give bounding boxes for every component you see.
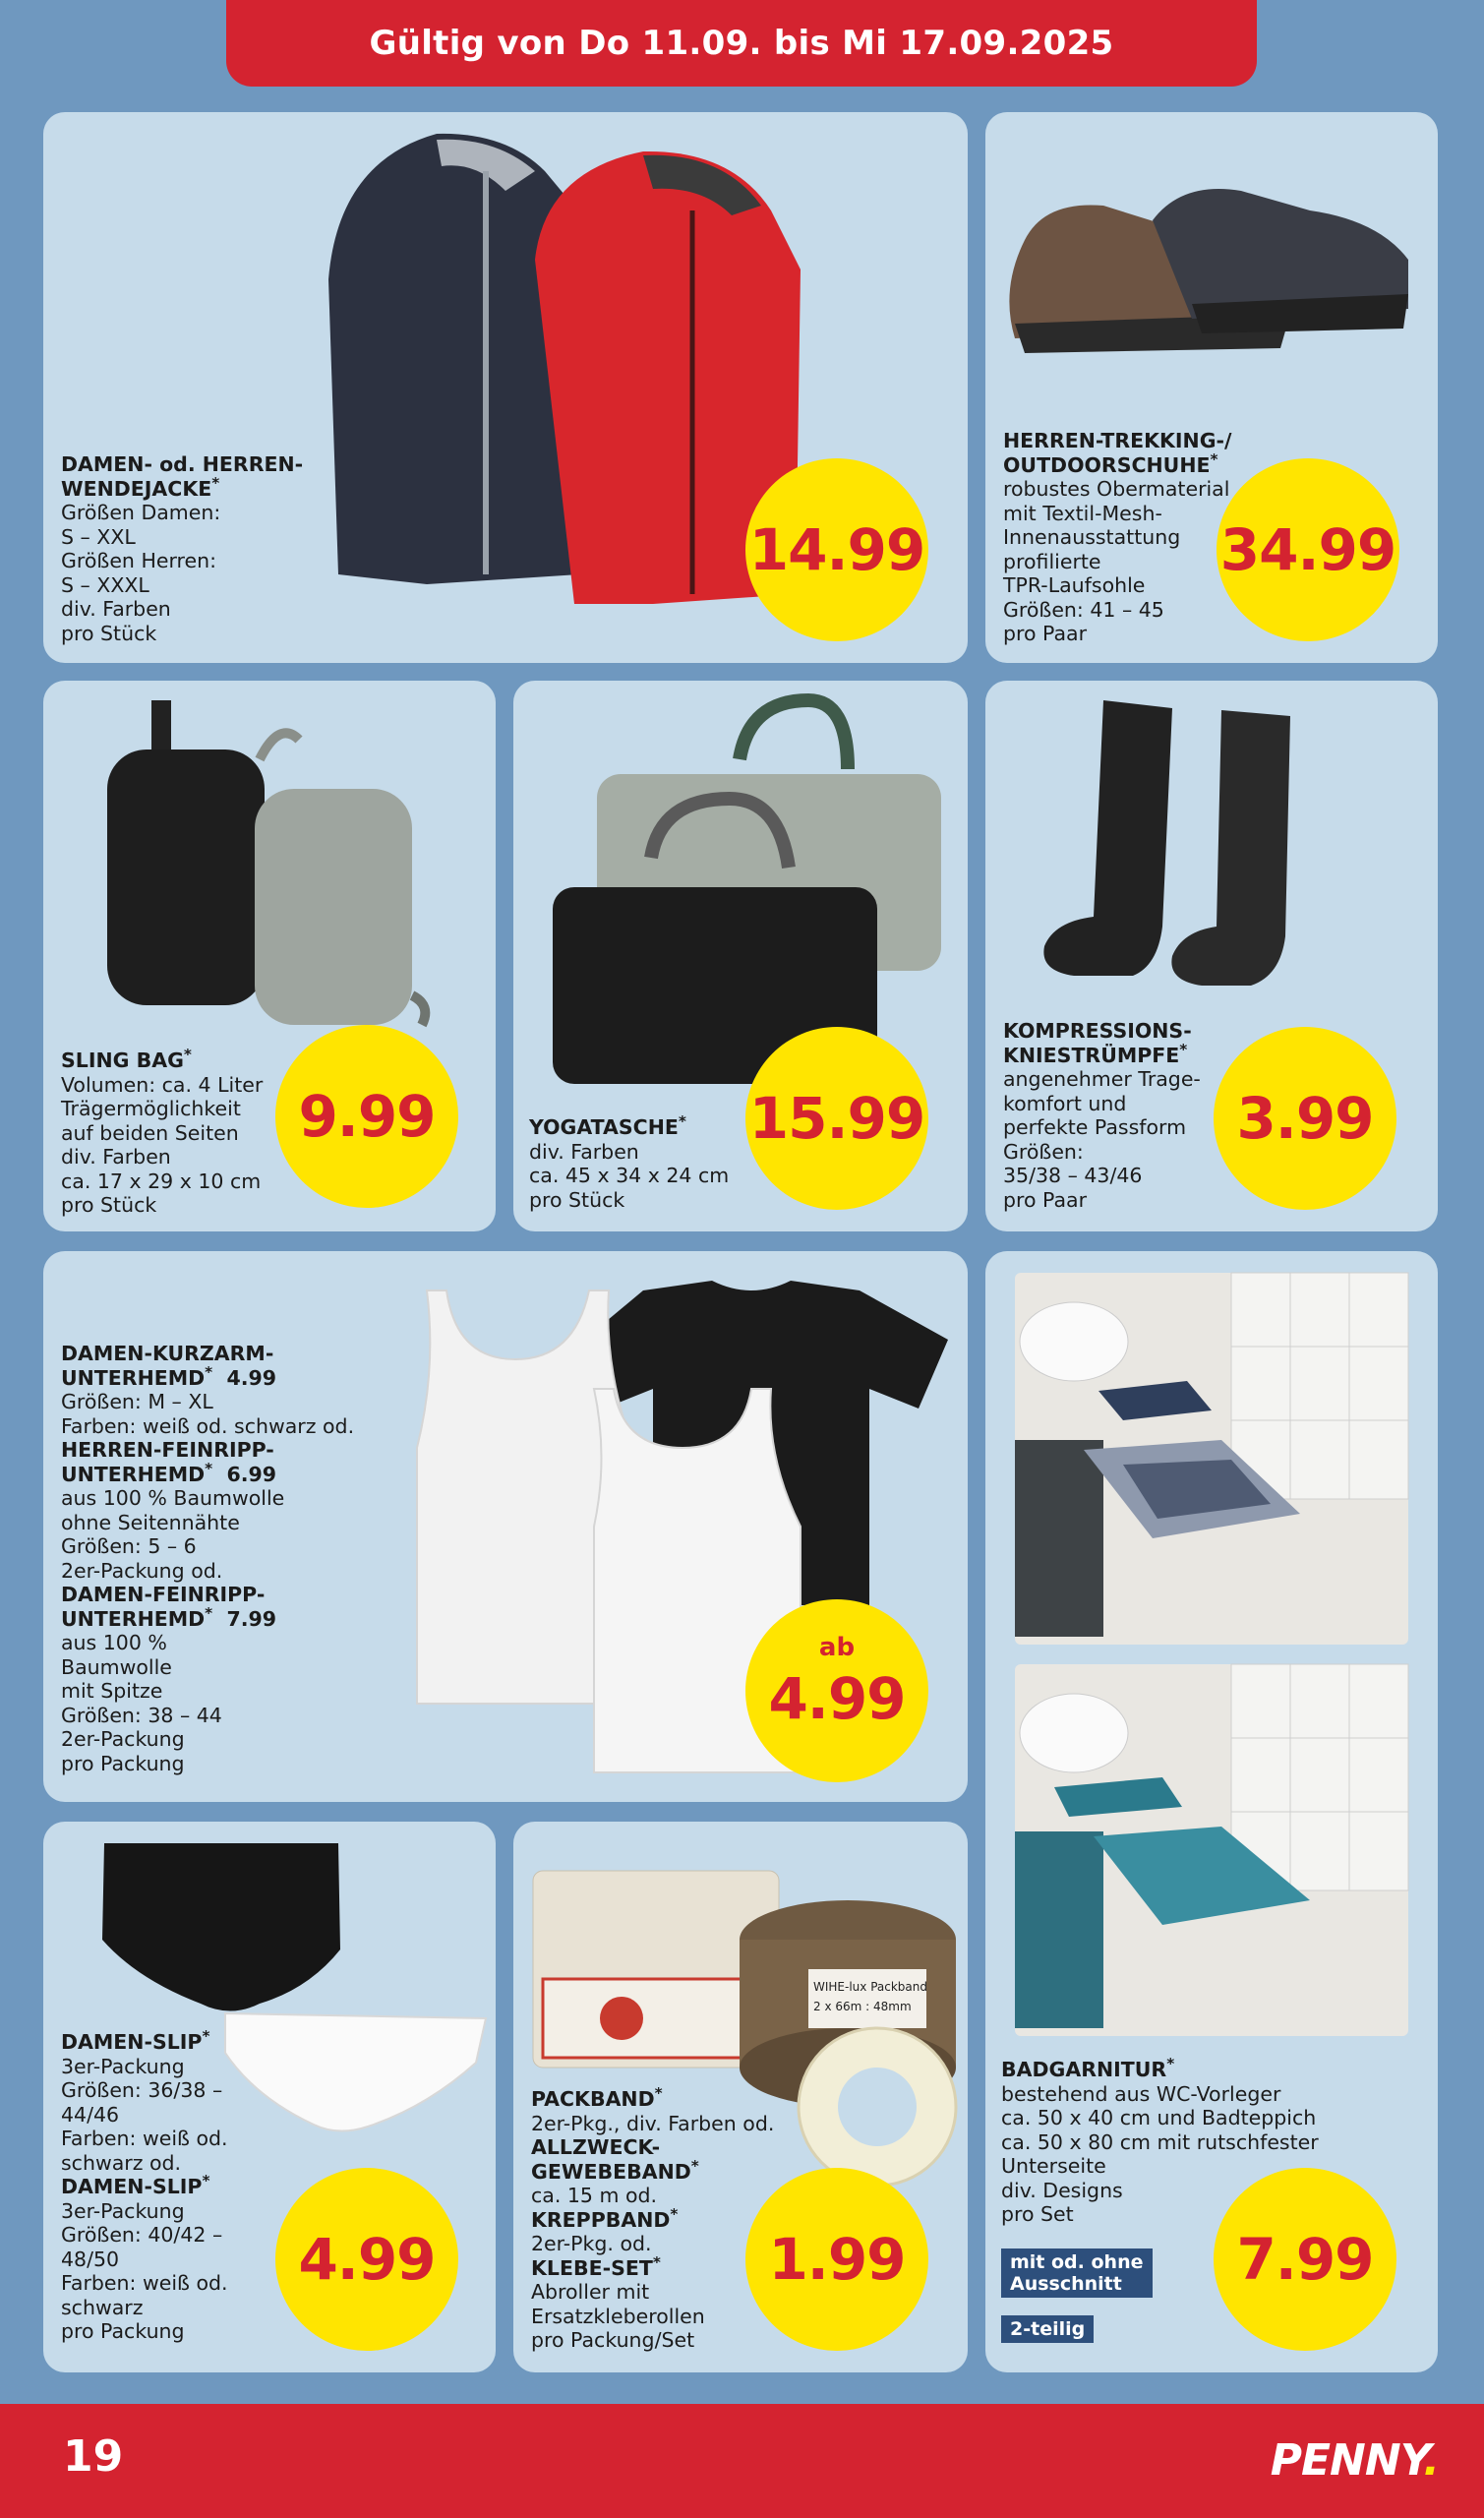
slip-a-detail: Farben: weiß od. <box>61 2127 228 2150</box>
sling-bag-title: SLING BAG* <box>61 1046 192 1072</box>
undershirt-a-detail: Farben: weiß od. schwarz od. <box>61 1413 355 1438</box>
jacket-description <box>61 452 356 645</box>
shoes-price <box>1217 458 1399 641</box>
undershirt-c-detail: aus 100 % <box>61 1631 167 1654</box>
yoga-bag-price <box>745 1027 928 1210</box>
slip-b-detail: 3er-Packung <box>61 2198 185 2223</box>
bathset-detail: bestehend aus WC-Vorleger <box>1001 2081 1281 2106</box>
tape-a-detail: 2er-Pkg., div. Farben od. <box>531 2111 775 2135</box>
bathset-image-without-cutout <box>1015 1664 1408 2036</box>
undershirt-c-price: 7.99 <box>226 1606 277 1631</box>
undershirt-a-title-line-1: DAMEN-KURZARM- <box>61 1342 274 1365</box>
slip-a-title: DAMEN-SLIP* <box>61 2027 210 2054</box>
shoes-detail: TPR-Laufsohle <box>1003 573 1146 597</box>
jacket-title-line-1: DAMEN- od. HERREN- <box>61 452 304 476</box>
sling-bag-detail: Trägermöglichkeit <box>61 1097 241 1120</box>
shoes-detail: profilierte <box>1003 549 1101 573</box>
undershirt-c-detail: pro Packung <box>61 1751 185 1775</box>
bathset-detail: ca. 50 x 80 cm mit rutschfester <box>1001 2129 1319 2154</box>
jacket-title-line-2: WENDEJACKE* <box>61 473 220 501</box>
slip-b-detail: schwarz <box>61 2295 144 2319</box>
bathset-detail: ca. 50 x 40 cm und Badteppich <box>1001 2106 1317 2129</box>
jacket-detail: S – XXL <box>61 524 136 549</box>
tape-product-label <box>808 1969 926 2028</box>
yoga-bag-detail: div. Farben <box>529 1139 639 1164</box>
undershirts-description <box>61 1342 435 1775</box>
sling-bag-detail: div. Farben <box>61 1145 171 1169</box>
jacket-detail: Größen Damen: <box>61 501 221 524</box>
tape-d-title: KLEBE-SET* <box>531 2252 661 2280</box>
bathset-detail: div. Designs <box>1001 2178 1123 2202</box>
card-jacket[interactable] <box>43 112 968 663</box>
undershirt-c-detail: Größen: 38 – 44 <box>61 1703 222 1727</box>
jacket-detail: pro Stück <box>61 621 157 645</box>
yoga-bag-detail: pro Stück <box>529 1187 625 1212</box>
tape-b-detail: ca. 15 m od. <box>531 2184 658 2207</box>
undershirt-a-price: 4.99 <box>226 1365 277 1390</box>
tape-product-label-line-1: WIHE-lux Packband <box>813 1980 927 1994</box>
tape-d-detail: Abroller mit <box>531 2280 650 2304</box>
shoes-price-value: 34.99 <box>1219 516 1396 583</box>
slip-price <box>275 2168 458 2351</box>
jacket-detail: Größen Herren: <box>61 549 217 572</box>
socks-detail: 35/38 – 43/46 <box>1003 1164 1143 1187</box>
undershirt-b-title-line-1: HERREN-FEINRIPP- <box>61 1438 274 1462</box>
socks-price <box>1214 1027 1396 1210</box>
card-bathset[interactable] <box>985 1251 1438 2372</box>
bathset-image-with-cutout <box>1015 1273 1408 1645</box>
bathset-price-value: 7.99 <box>1236 2226 1374 2293</box>
undershirt-c-detail: 2er-Packung <box>61 1727 185 1751</box>
socks-detail: angenehmer Trage- <box>1003 1067 1201 1091</box>
card-yoga-bag[interactable] <box>513 681 968 1231</box>
shoes-detail: robustes Obermaterial <box>1003 477 1230 501</box>
penny-logo-dot: . <box>1423 2435 1439 2486</box>
slip-description <box>61 2027 297 2344</box>
yoga-bag-title: YOGATASCHE* <box>529 1112 686 1139</box>
slip-a-detail: Größen: 36/38 – <box>61 2078 223 2102</box>
slip-a-detail: 44/46 <box>61 2102 120 2127</box>
shoes-detail: mit Textil-Mesh- <box>1003 501 1162 525</box>
card-shoes[interactable] <box>985 112 1438 663</box>
socks-title-line-1: KOMPRESSIONS- <box>1003 1019 1192 1043</box>
bathset-detail: Unterseite <box>1001 2154 1106 2178</box>
undershirt-a-detail: Größen: M – XL <box>61 1390 213 1413</box>
sling-bag-description <box>61 1046 297 1218</box>
shoes-detail: Größen: 41 – 45 <box>1003 597 1164 622</box>
card-slip[interactable] <box>43 1822 496 2372</box>
undershirt-a-title-line-2: UNTERHEMD* 4.99 <box>61 1362 277 1390</box>
slip-b-detail: pro Packung <box>61 2319 185 2343</box>
slip-a-detail: 3er-Packung <box>61 2054 185 2078</box>
socks-detail: komfort und <box>1003 1091 1127 1115</box>
tape-description <box>531 2084 787 2353</box>
card-undershirts[interactable] <box>43 1251 968 1802</box>
bathset-price <box>1214 2168 1396 2351</box>
card-socks[interactable] <box>985 681 1438 1231</box>
bathset-badge-variant <box>1001 2248 1153 2298</box>
bathset-title: BADGARNITUR* <box>1001 2055 1175 2081</box>
undershirt-b-title-line-2: UNTERHEMD* 6.99 <box>61 1459 277 1486</box>
tape-b-title-line-1: ALLZWECK- <box>531 2135 661 2159</box>
tape-c-title: KREPPBAND* <box>531 2204 679 2232</box>
yoga-bag-detail: ca. 45 x 34 x 24 cm <box>529 1164 730 1187</box>
undershirt-b-price: 6.99 <box>226 1462 277 1486</box>
undershirt-b-detail: ohne Seitennähte <box>61 1510 240 1534</box>
undershirt-c-detail: mit Spitze <box>61 1679 163 1703</box>
shoes-detail: pro Paar <box>1003 622 1088 645</box>
jacket-price <box>745 458 928 641</box>
socks-title-line-2: KNIESTRÜMPFE* <box>1003 1040 1188 1067</box>
socks-detail: pro Paar <box>1003 1187 1088 1212</box>
sling-bag-detail: auf beiden Seiten <box>61 1120 239 1145</box>
tape-price-value: 1.99 <box>768 2226 906 2293</box>
undershirt-b-detail: 2er-Packung od. <box>61 1558 223 1583</box>
socks-detail: perfekte Passform <box>1003 1115 1187 1139</box>
slip-b-detail: Größen: 40/42 – <box>61 2223 223 2247</box>
undershirt-c-title-line-1: DAMEN-FEINRIPP- <box>61 1583 266 1606</box>
tape-d-detail: pro Packung/Set <box>531 2328 695 2352</box>
bathset-badge-variant-line-2: Ausschnitt <box>1010 2273 1122 2295</box>
slip-b-detail: 48/50 <box>61 2247 120 2271</box>
undershirt-b-detail: aus 100 % Baumwolle <box>61 1486 285 1510</box>
undershirts-price-value: 4.99 <box>768 1665 906 1732</box>
socks-price-value: 3.99 <box>1236 1085 1374 1152</box>
tape-b-title-line-2: GEWEBEBAND* <box>531 2156 699 2184</box>
sling-bag-detail: pro Stück <box>61 1193 157 1217</box>
shoes-title-line-1: HERREN-TREKKING-/ <box>1003 429 1232 452</box>
slip-a-detail: schwarz od. <box>61 2150 182 2175</box>
shoes-description <box>1003 429 1239 646</box>
jacket-price-value: 14.99 <box>748 516 925 583</box>
validity-banner: Gültig von Do 11.09. bis Mi 17.09.2025 <box>226 0 1257 87</box>
bathset-detail: pro Set <box>1001 2202 1074 2226</box>
tape-price <box>745 2168 928 2351</box>
card-tape[interactable] <box>513 1822 968 2372</box>
slip-b-detail: Farben: weiß od. <box>61 2271 228 2295</box>
tape-a-title: PACKBAND* <box>531 2084 663 2111</box>
jacket-detail: S – XXXL <box>61 572 149 597</box>
tape-product-label-line-2: 2 x 66m : 48mm <box>813 2000 912 2013</box>
yoga-bag-price-value: 15.99 <box>748 1085 925 1152</box>
undershirts-price <box>745 1599 928 1782</box>
sling-bag-price <box>275 1025 458 1208</box>
bathset-badge-variant-line-1: mit od. ohne <box>1010 2251 1144 2273</box>
sling-bag-detail: ca. 17 x 29 x 10 cm <box>61 1169 262 1193</box>
page-number: 19 <box>63 2431 124 2482</box>
footer-bar <box>0 2404 1484 2518</box>
socks-description <box>1003 1019 1239 1212</box>
penny-logo[interactable] <box>1271 2435 1439 2486</box>
tape-c-detail: 2er-Pkg. od. <box>531 2232 652 2255</box>
sling-bag-price-value: 9.99 <box>298 1083 436 1150</box>
penny-logo-text: PENNY <box>1270 2435 1424 2486</box>
undershirt-c-title-line-2: UNTERHEMD* 7.99 <box>61 1603 277 1631</box>
shoes-title-line-2: OUTDOORSCHUHE* <box>1003 450 1218 477</box>
slip-price-value: 4.99 <box>298 2226 436 2293</box>
jacket-detail: div. Farben <box>61 597 171 621</box>
undershirts-price-prefix: ab <box>818 1633 856 1662</box>
undershirt-c-detail: Baumwolle <box>61 1654 172 1679</box>
socks-detail: Größen: <box>1003 1139 1084 1164</box>
card-sling-bag[interactable] <box>43 681 496 1231</box>
sling-bag-detail: Volumen: ca. 4 Liter <box>61 1072 264 1097</box>
shoes-detail: Innenausstattung <box>1003 525 1181 549</box>
undershirt-b-detail: Größen: 5 – 6 <box>61 1534 197 1558</box>
tape-d-detail: Ersatzkleberollen <box>531 2304 705 2328</box>
bathset-badge-pieces: 2-teilig <box>1001 2315 1094 2343</box>
slip-b-title: DAMEN-SLIP* <box>61 2172 210 2198</box>
